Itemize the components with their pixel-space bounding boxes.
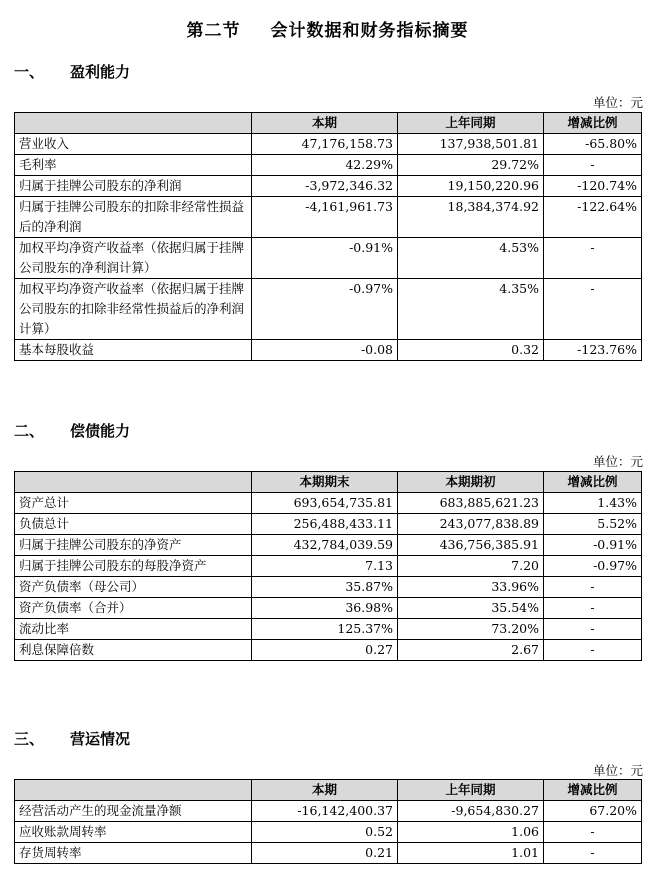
previous-value: 19,150,220.96: [398, 176, 544, 197]
table-header-row: [15, 113, 642, 134]
previous-value: 683,885,621.23: [398, 493, 544, 514]
column-header: [15, 780, 252, 801]
table-row: [15, 801, 642, 822]
change-value: -: [544, 155, 642, 176]
row-label: 归属于挂牌公司股东的净利润: [15, 176, 252, 197]
current-value: -0.08: [252, 340, 398, 361]
previous-value: 436,756,385.91: [398, 535, 544, 556]
current-value: -0.91%: [252, 238, 398, 279]
column-header: 本期期末: [252, 472, 398, 493]
column-header: 本期: [252, 780, 398, 801]
column-header: 增减比例: [544, 780, 642, 801]
profitability-table: [14, 112, 642, 361]
row-label: 归属于挂牌公司股东的扣除非经常性损益后的净利润: [15, 197, 252, 238]
section-title: 会计数据和财务指标摘要: [270, 21, 469, 41]
previous-value: -9,654,830.27: [398, 801, 544, 822]
change-value: -123.76%: [544, 340, 642, 361]
change-value: -: [544, 843, 642, 864]
change-value: -: [544, 238, 642, 279]
current-value: -0.97%: [252, 279, 398, 340]
heading-title: 偿债能力: [70, 422, 131, 440]
table-row: [15, 238, 642, 279]
change-value: 67.20%: [544, 801, 642, 822]
previous-value: 137,938,501.81: [398, 134, 544, 155]
heading-title: 盈利能力: [70, 63, 131, 81]
table-row: [15, 843, 642, 864]
row-label: 营业收入: [15, 134, 252, 155]
unit-label: 单位：元: [592, 95, 643, 110]
previous-value: 7.20: [398, 556, 544, 577]
row-label: 资产负债率（母公司）: [15, 577, 252, 598]
current-value: -16,142,400.37: [252, 801, 398, 822]
table-row: [15, 155, 642, 176]
table-row: [15, 134, 642, 155]
column-header: 上年同期: [398, 113, 544, 134]
table-row: [15, 556, 642, 577]
change-value: -0.91%: [544, 535, 642, 556]
change-value: -120.74%: [544, 176, 642, 197]
column-header: 增减比例: [544, 472, 642, 493]
previous-value: 4.53%: [398, 238, 544, 279]
previous-value: 1.01: [398, 843, 544, 864]
heading-number: 一、: [14, 63, 45, 81]
row-label: 归属于挂牌公司股东的净资产: [15, 535, 252, 556]
previous-value: 2.67: [398, 640, 544, 661]
change-value: -: [544, 619, 642, 640]
heading-number: 二、: [14, 422, 45, 440]
previous-value: 73.20%: [398, 619, 544, 640]
unit-label: 单位：元: [592, 763, 643, 778]
column-header: 本期: [252, 113, 398, 134]
row-label: 基本每股收益: [15, 340, 252, 361]
row-label: 资产负债率（合并）: [15, 598, 252, 619]
column-header: [15, 113, 252, 134]
current-value: 47,176,158.73: [252, 134, 398, 155]
table-row: [15, 577, 642, 598]
heading-number: 三、: [14, 730, 45, 748]
row-label: 经营活动产生的现金流量净额: [15, 801, 252, 822]
table-row: [15, 340, 642, 361]
previous-value: 18,384,374.92: [398, 197, 544, 238]
current-value: 42.29%: [252, 155, 398, 176]
change-value: 1.43%: [544, 493, 642, 514]
current-value: 256,488,433.11: [252, 514, 398, 535]
page-title: [0, 16, 655, 41]
table-row: [15, 514, 642, 535]
previous-value: 35.54%: [398, 598, 544, 619]
table-row: [15, 619, 642, 640]
current-value: 35.87%: [252, 577, 398, 598]
change-value: -65.80%: [544, 134, 642, 155]
operations-table: [14, 779, 642, 864]
section-number: 第二节: [186, 21, 241, 41]
solvency-table: [14, 471, 642, 661]
current-value: 125.37%: [252, 619, 398, 640]
column-header: 上年同期: [398, 780, 544, 801]
table-header-row: [15, 472, 642, 493]
current-value: 36.98%: [252, 598, 398, 619]
current-value: 0.27: [252, 640, 398, 661]
current-value: -4,161,961.73: [252, 197, 398, 238]
column-header: 本期期初: [398, 472, 544, 493]
current-value: 7.13: [252, 556, 398, 577]
change-value: -0.97%: [544, 556, 642, 577]
row-label: 负债总计: [15, 514, 252, 535]
current-value: 0.21: [252, 843, 398, 864]
table-row: [15, 822, 642, 843]
current-value: -3,972,346.32: [252, 176, 398, 197]
table-row: [15, 279, 642, 340]
table-row: [15, 197, 642, 238]
table-row: [15, 535, 642, 556]
row-label: 毛利率: [15, 155, 252, 176]
current-value: 693,654,735.81: [252, 493, 398, 514]
previous-value: 33.96%: [398, 577, 544, 598]
row-label: 流动比率: [15, 619, 252, 640]
previous-value: 0.32: [398, 340, 544, 361]
change-value: -: [544, 822, 642, 843]
previous-value: 29.72%: [398, 155, 544, 176]
row-label: 利息保障倍数: [15, 640, 252, 661]
change-value: 5.52%: [544, 514, 642, 535]
row-label: 存货周转率: [15, 843, 252, 864]
table-row: [15, 640, 642, 661]
current-value: 0.52: [252, 822, 398, 843]
profitability-heading: [14, 61, 130, 82]
table-row: [15, 176, 642, 197]
change-value: -: [544, 598, 642, 619]
previous-value: 243,077,838.89: [398, 514, 544, 535]
solvency-heading: [14, 420, 130, 441]
heading-title: 营运情况: [70, 730, 131, 748]
table-row: [15, 598, 642, 619]
previous-value: 1.06: [398, 822, 544, 843]
row-label: 资产总计: [15, 493, 252, 514]
change-value: -: [544, 640, 642, 661]
table-row: [15, 493, 642, 514]
unit-label: 单位：元: [592, 454, 643, 469]
change-value: -122.64%: [544, 197, 642, 238]
column-header: [15, 472, 252, 493]
row-label: 应收账款周转率: [15, 822, 252, 843]
row-label: 归属于挂牌公司股东的每股净资产: [15, 556, 252, 577]
current-value: 432,784,039.59: [252, 535, 398, 556]
change-value: -: [544, 577, 642, 598]
row-label: 加权平均净资产收益率（依据归属于挂牌公司股东的净利润计算）: [15, 238, 252, 279]
change-value: -: [544, 279, 642, 340]
operations-heading: [14, 728, 130, 749]
table-header-row: [15, 780, 642, 801]
previous-value: 4.35%: [398, 279, 544, 340]
column-header: 增减比例: [544, 113, 642, 134]
row-label: 加权平均净资产收益率（依据归属于挂牌公司股东的扣除非经常性损益后的净利润计算）: [15, 279, 252, 340]
